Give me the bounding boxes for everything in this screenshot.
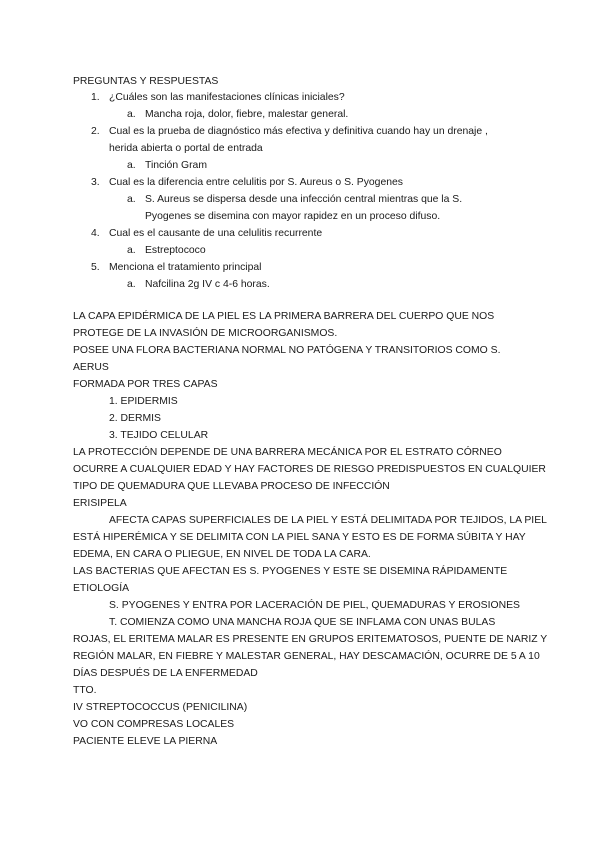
layer-item: 2. DERMIS (109, 413, 161, 424)
notes-paragraph: LA CAPA EPIDÉRMICA DE LA PIEL ES LA PRIMERA BARRERA DEL CUERPO QUE NOS (73, 311, 495, 322)
question-text: ¿Cuáles son las manifestaciones clínicas iniciales? (109, 92, 345, 103)
notes-paragraph: DÍAS DESPUÉS DE LA ENFERMEDAD (73, 668, 258, 679)
notes-paragraph: POSEE UNA FLORA BACTERIANA NORMAL NO PATÓGENA Y TRANSITORIOS COMO S. (73, 345, 501, 356)
notes-paragraph: AFECTA CAPAS SUPERFICIALES DE LA PIEL Y ESTÁ DELIMITADA POR TEJIDOS, LA PIEL (109, 515, 547, 526)
answer-letter: a. (127, 279, 136, 290)
notes-paragraph: PROTEGE DE LA INVASIÓN DE MICROORGANISMOS. (73, 328, 338, 339)
notes-paragraph: T. COMIENZA COMO UNA MANCHA ROJA QUE SE INFLAMA CON UNAS BULAS (109, 617, 496, 628)
notes-paragraph: S. PYOGENES Y ENTRA POR LACERACIÓN DE PIEL, QUEMADURAS Y EROSIONES (109, 600, 520, 611)
question-text: Menciona el tratamiento principal (109, 262, 262, 273)
question-number: 1. (91, 92, 100, 103)
layer-item: 1. EPIDERMIS (109, 396, 178, 407)
answer-text: Pyogenes se disemina con mayor rapidez en un proceso difuso. (145, 211, 441, 222)
question-number: 3. (91, 177, 100, 188)
answer-text: Tinción Gram (145, 160, 207, 171)
question-number: 2. (91, 126, 100, 137)
layers-heading: FORMADA POR TRES CAPAS (73, 379, 218, 390)
question-text: Cual es el causante de una celulitis recurrente (109, 228, 323, 239)
notes-paragraph: ROJAS, EL ERITEMA MALAR ES PRESENTE EN GRUPOS ERITEMATOSOS, PUENTE DE NARIZ Y (73, 634, 548, 645)
question-number: 4. (91, 228, 100, 239)
notes-paragraph: AERUS (73, 362, 109, 373)
answer-text: S. Aureus se dispersa desde una infección central mientras que la S. (145, 194, 463, 205)
notes-paragraph: REGIÓN MALAR, EN FIEBRE Y MALESTAR GENERAL, HAY DESCAMACIÓN, OCURRE DE 5 A 10 (73, 651, 540, 662)
notes-paragraph: EDEMA, EN CARA O PLIEGUE, EN NIVEL DE TODA LA CARA. (73, 549, 371, 560)
tto-item: IV STREPTOCOCCUS (PENICILINA) (73, 702, 248, 713)
answer-letter: a. (127, 160, 136, 171)
answer-letter: a. (127, 194, 136, 205)
answer-text: Nafcilina 2g IV c 4-6 horas. (145, 279, 270, 290)
notes-paragraph: TIPO DE QUEMADURA QUE LLEVABA PROCESO DE INFECCIÓN (73, 481, 390, 492)
answer-text: Mancha roja, dolor, fiebre, malestar general. (145, 109, 349, 120)
question-text: Cual es la prueba de diagnóstico más efectiva y definitiva cuando hay un drenaje , (109, 126, 488, 137)
etiologia-heading: ETIOLOGÍA (73, 583, 130, 594)
question-text: herida abierta o portal de entrada (109, 143, 263, 154)
notes-paragraph: OCURRE A CUALQUIER EDAD Y HAY FACTORES DE RIESGO PREDISPUESTOS EN CUALQUIER (73, 464, 546, 475)
layer-item: 3. TEJIDO CELULAR (109, 430, 209, 441)
answer-letter: a. (127, 245, 136, 256)
notes-paragraph: LAS BACTERIAS QUE AFECTAN ES S. PYOGENES Y ESTE SE DISEMINA RÁPIDAMENTE (73, 566, 508, 577)
tto-item: VO CON COMPRESAS LOCALES (73, 719, 235, 730)
erisipela-heading: ERISIPELA (73, 498, 127, 509)
tto-item: PACIENTE ELEVE LA PIERNA (73, 736, 218, 747)
qa-heading: PREGUNTAS Y RESPUESTAS (73, 76, 219, 87)
question-text: Cual es la diferencia entre celulitis por S. Aureus o S. Pyogenes (109, 177, 403, 188)
answer-text: Estreptococo (145, 245, 206, 256)
tto-heading: TTO. (73, 685, 97, 696)
answer-letter: a. (127, 109, 136, 120)
notes-paragraph: LA PROTECCIÓN DEPENDE DE UNA BARRERA MECÁNICA POR EL ESTRATO CÓRNEO (73, 447, 502, 458)
notes-paragraph: ESTÁ HIPERÉMICA Y SE DELIMITA CON LA PIEL SANA Y ESTO ES DE FORMA SÚBITA Y HAY (73, 532, 526, 543)
question-number: 5. (91, 262, 100, 273)
